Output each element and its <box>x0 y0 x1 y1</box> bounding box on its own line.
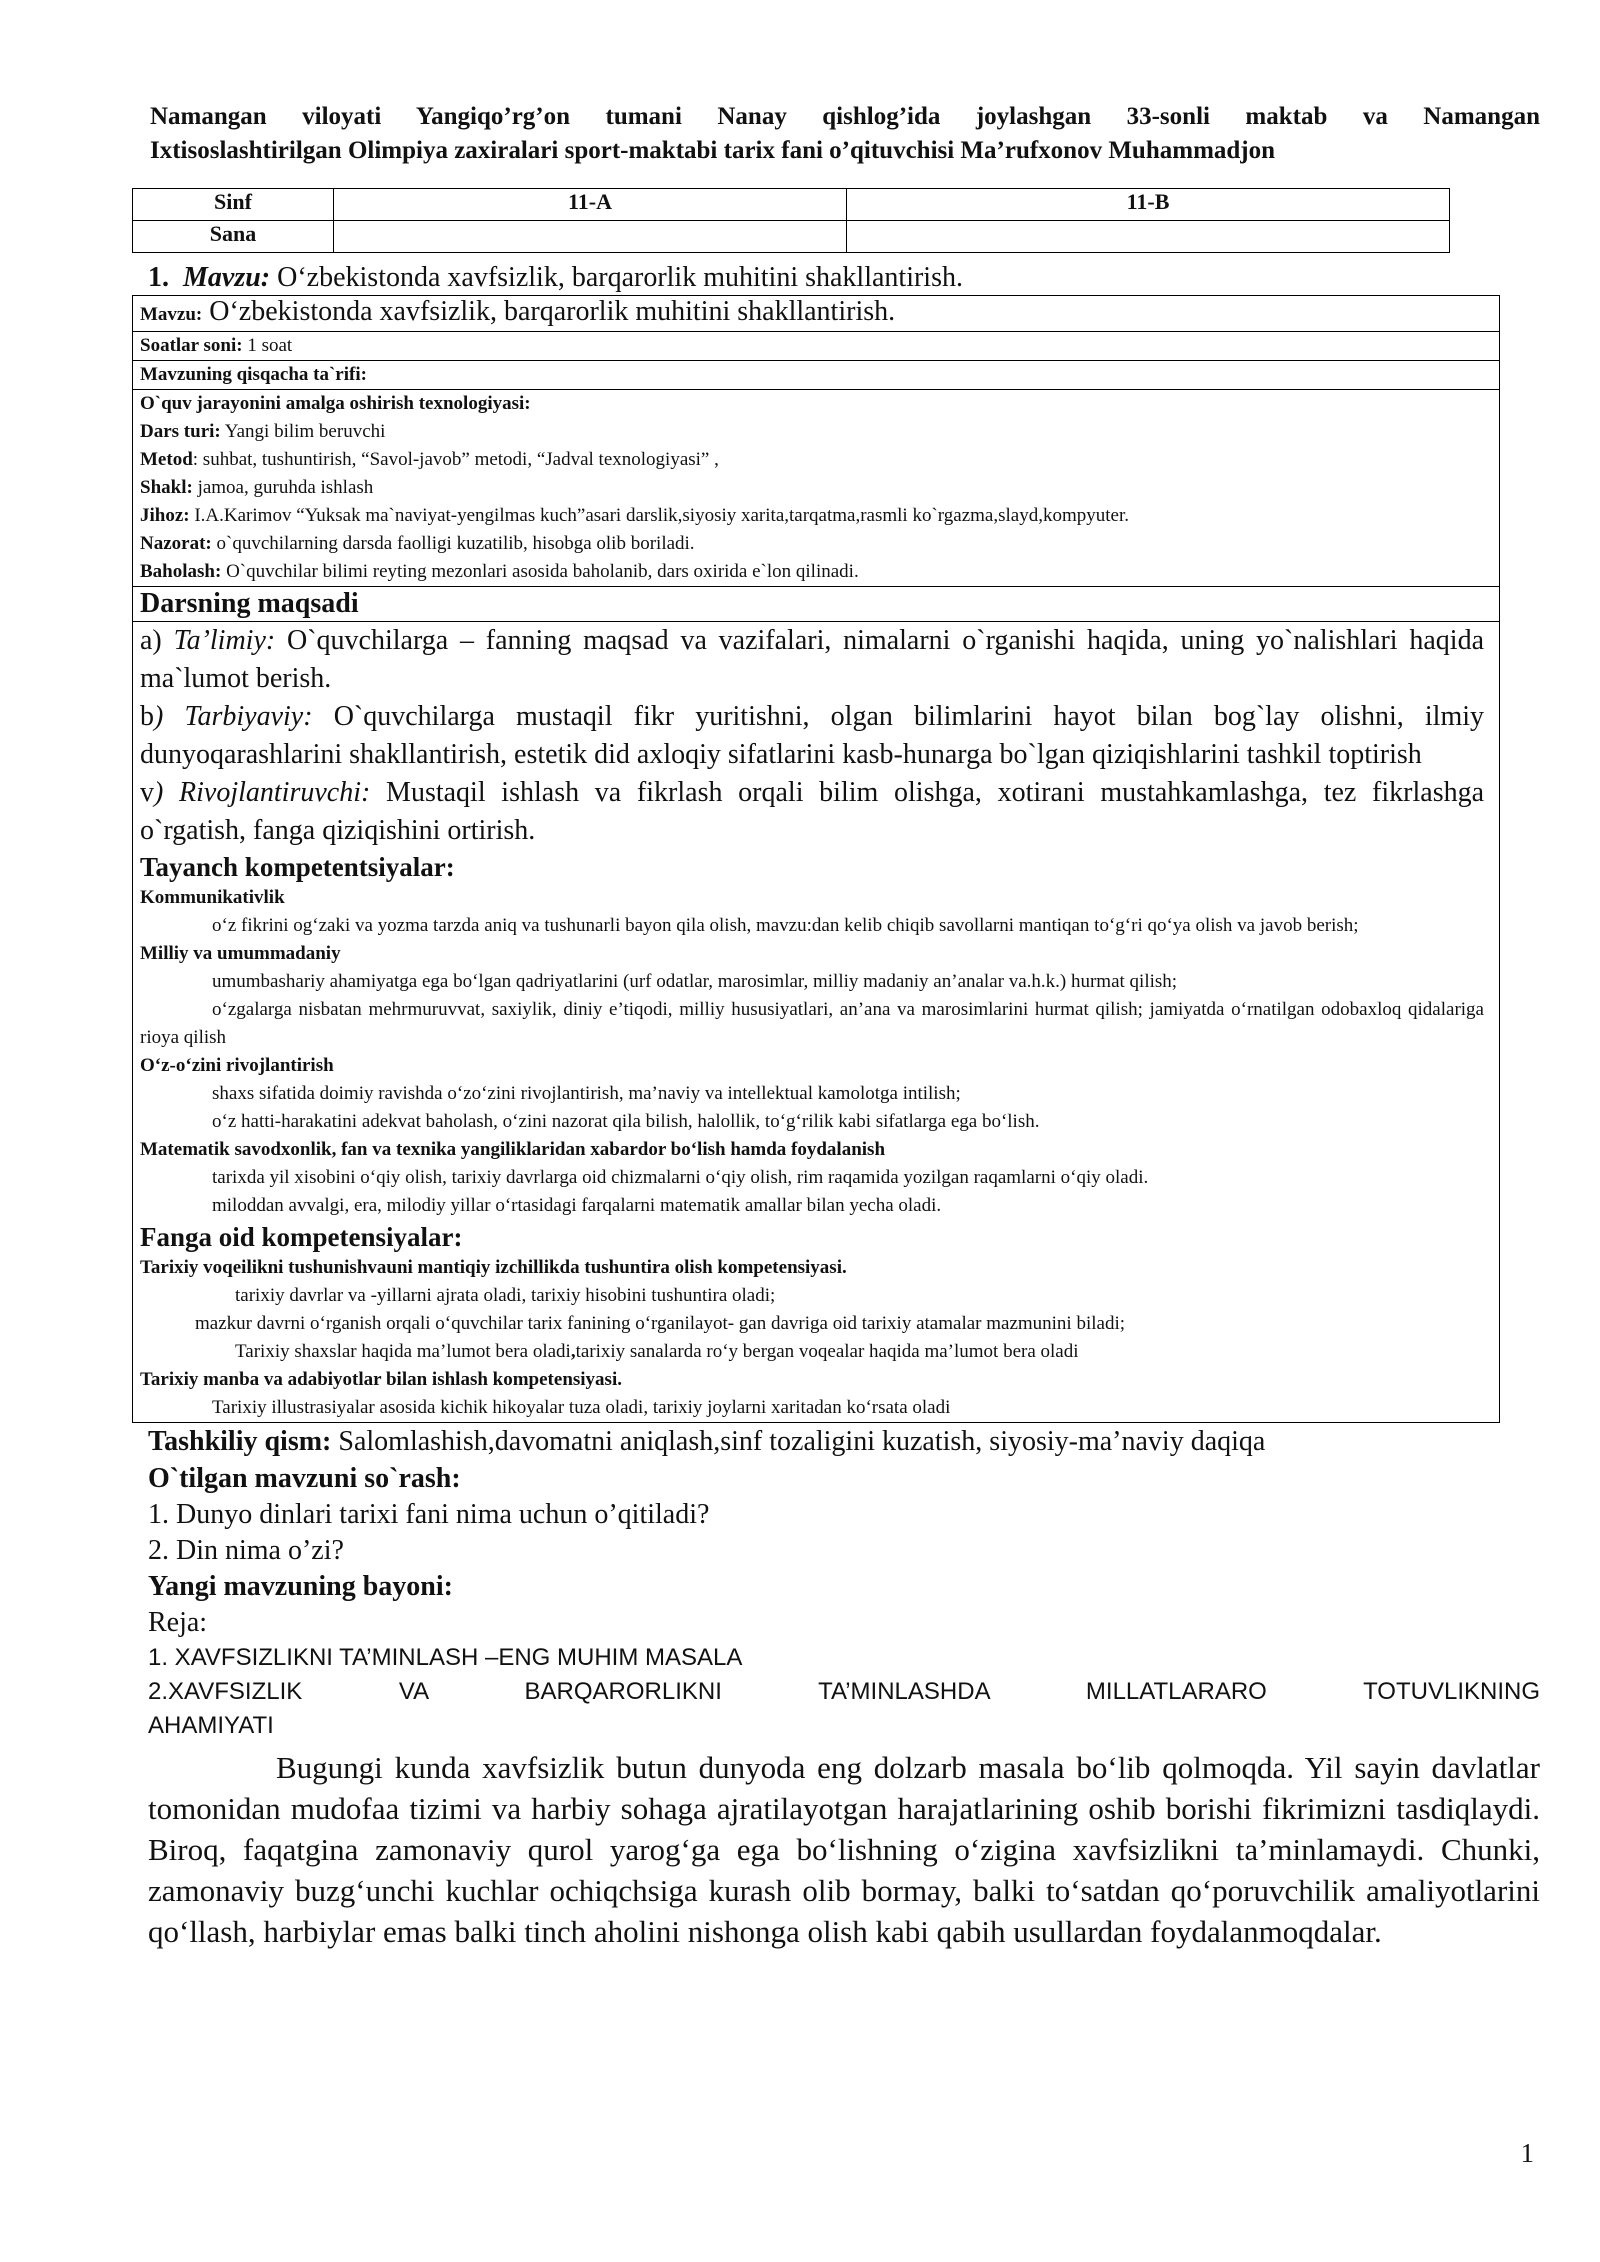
schedule-row-class <box>133 189 1450 221</box>
document-page <box>140 100 1540 1952</box>
subject-s1-text2: mazkur davrni o‘rganish orqali o‘quvchilar tarix fanining o‘rganilayot- gan davriga oid tarixiy atamalar mazmunini biladi; <box>195 1313 1126 1334</box>
info-type-label: Dars turi: <box>140 421 221 442</box>
info-hours-label: Soatlar soni: <box>140 335 243 356</box>
subject-s1-text3c: tarixiy sanalarda ro‘y bergan voqealar haqida ma’lumot bera oladi <box>575 1341 1079 1362</box>
goal-v-prefix: v <box>140 777 154 808</box>
info-summary-row <box>133 361 1499 390</box>
goals-title: Darsning maqsadi <box>140 588 359 619</box>
goal-b-text: O`quvchilarga mustaqil fikr yuritishni, olgan bilimlarini hayot bilan bog`lay olishni, ilmiy dunyoqarashlarini shakllantirish, estetik did axloqiy sifatlarini kasb-hunarga bo`lgan qiziqishlarini tashkil toptirish <box>140 701 1485 770</box>
core-k4-text1: tarixda yil xisobini o‘qiy olish, tarixiy davrlarga oid chizmalarni o‘qiy olish, rim raqamida yozilgan raqamlarni o‘qiy oladi. <box>212 1167 1149 1188</box>
subject-s1-text3b: , <box>570 1341 576 1362</box>
core-k4-title: Matematik savodxonlik, fan va texnika yangiliklaridan xabardor bo‘lish hamda foydalanish <box>140 1139 886 1160</box>
goal-b-label: ) Tarbiyaviy: <box>154 701 313 732</box>
review-q1: 1. Dunyo dinlari tarixi fani nima uchun o’qitiladi? <box>148 1499 710 1530</box>
review-q2: 2. Din nima o’zi? <box>148 1535 344 1566</box>
info-method-label: Metod <box>140 449 193 470</box>
info-eval-value: O`quvchilar bilimi reyting mezonlari asosida baholanib, dars oxirida e`lon qilinadi. <box>226 561 859 582</box>
plan-list <box>148 1641 1540 1743</box>
schedule-row-date <box>133 221 1450 253</box>
info-form-label: Shakl: <box>140 477 193 498</box>
topic-text: O‘zbekistonda xavfsizlik, barqarorlik muhitini shakllantirish. <box>277 262 963 293</box>
plan-item-2b: AHAMIYATI <box>148 1712 274 1739</box>
topic-label: Mavzu: <box>183 262 271 293</box>
document-header <box>150 100 1540 168</box>
schedule-date-a <box>334 221 847 253</box>
organization-part <box>148 1423 1540 1461</box>
core-k2-title: Milliy va umummadaniy <box>140 943 341 964</box>
goal-v-text: Mustaqil ishlash va fikrlash orqali bilim olishga, xotirani mustahkamlashga, tez fikrlashga o`rgatish, fanga qiziqishini ortirish. <box>140 777 1485 846</box>
schedule-class-a: 11-A <box>334 189 847 221</box>
info-tech-label: O`quv jarayonini amalga oshirish texnologiyasi: <box>140 393 531 414</box>
schedule-class-b: 11-B <box>847 189 1450 221</box>
page-number: 1 <box>1520 2138 1534 2168</box>
info-mavzu-label: Mavzu: <box>140 304 203 325</box>
core-k1-title: Kommunikativlik <box>140 887 285 908</box>
schedule-table <box>132 188 1450 253</box>
schedule-col-label: Sinf <box>133 189 334 221</box>
info-summary-label: Mavzuning qisqacha ta`rifi: <box>140 364 367 385</box>
review-section <box>148 1461 1540 1641</box>
lesson-info-box <box>132 295 1500 1423</box>
plan-item-2a: 2.XAVFSIZLIK VA BARQARORLIKNI TA’MINLASHDA MILLATLARARO TOTUVLIKNING <box>148 1678 1540 1705</box>
core-k3-text2: o‘z hatti-harakatini adekvat baholash, o‘zini nazorat qila bilish, halollik, to‘g‘rilik kabi sifatlarga ega bo‘lish. <box>212 1111 1040 1132</box>
info-hours-row <box>133 332 1499 361</box>
goal-v <box>140 774 1484 850</box>
info-mavzu-row <box>133 296 1499 332</box>
info-hours-value: 1 soat <box>247 335 293 356</box>
info-control-value: o`quvchilarning darsda faolligi kuzatilib, hisobga olib boriladi. <box>216 533 695 554</box>
subject-s2-title: Tarixiy manba va adabiyotlar bilan ishlash kompetensiyasi. <box>140 1369 622 1390</box>
plan-item-1: 1. XAVFSIZLIKNI TA’MINLASH –ENG MUHIM MASALA <box>148 1644 743 1671</box>
plan-label: Reja: <box>148 1607 208 1638</box>
info-equip-value: I.A.Karimov “Yuksak ma`naviyat-yengilmas kuch”asari darslik,siyosiy xarita,tarqatma,rasmli ko`rgazma,slayd,kompyuter. <box>194 505 1129 526</box>
body-paragraph: Bugungi kunda xavfsizlik butun dunyoda eng dolzarb masala bo‘lib qolmoqda. Yil sayin davlatlar tomonidan mudofaa tizimi va harbiy sohaga ajratilayotgan harajatlarining oshib borishi fikrimizni tasdiqlaydi. Biroq, faqatgina zamonaviy qurol yarog‘ga ega bo‘lishning o‘zigina xavfsizlikni ta’minlamaydi. Chunki, zamonaviy buzg‘unchi kuchlar ochiqchsiga kurash olib bormay, balki to‘satdan qo‘poruvchilik amaliyotlarini qo‘llash, harbiylar emas balki tinch aholini nishonga olish kabi qabih usullardan foydalanmoqdalar. <box>148 1750 1540 1949</box>
topic-number: 1. <box>148 262 169 293</box>
subject-s1-title: Tarixiy voqeilikni tushunishvauni mantiqiy izchillikda tushuntira olish kompetensiyasi. <box>140 1257 847 1278</box>
goal-a <box>140 622 1484 698</box>
schedule-row-label: Sana <box>133 221 334 253</box>
org-text: Salomlashish,davomatni aniqlash,sinf tozaligini kuzatish, siyosiy-ma’naviy daqiqa <box>338 1426 1266 1457</box>
schedule-date-b <box>847 221 1450 253</box>
info-method-value: : suhbat, tushuntirish, “Savol-javob” metodi, “Jadval texnologiyasi” , <box>192 449 719 470</box>
core-k2-text1: umumbashariy ahamiyatga ega bo‘lgan qadriyatlarini (urf odatlar, marosimlar, milliy madaniy an’analar va.h.k.) hurmat qilish; <box>212 971 1178 992</box>
org-label: Tashkiliy qism: <box>148 1426 332 1457</box>
core-k4-text2: miloddan avvalgi, era, milodiy yillar o‘rtasidagi farqalarni matematik amallar bilan yecha oladi. <box>212 1195 942 1216</box>
core-k3-title: O‘z-o‘zini rivojlantirish <box>140 1055 334 1076</box>
core-k1-text: o‘z fikrini og‘zaki va yozma tarzda aniq va tushunarli bayon qila olish, mavzu:dan kelib chiqib savollarni mantiqan to‘g‘ri qo‘ya olish va javob berish; <box>212 915 1359 936</box>
header-line-1: Namangan viloyati Yangiqo’rg’on tumani Nanay qishlog’ida joylashgan 33-sonli maktab va Namangan <box>150 103 1540 130</box>
subject-s1-text1: tarixiy davrlar va -yillarni ajrata oladi, tarixiy hisobini tushuntira oladi; <box>235 1285 776 1306</box>
goals-section <box>133 587 1499 622</box>
goal-a-label: Ta’limiy: <box>173 625 276 656</box>
goal-a-prefix: a) <box>140 625 162 656</box>
info-control-label: Nazorat: <box>140 533 212 554</box>
core-k3-text1: shaxs sifatida doimiy ravishda o‘zo‘zini rivojlantirish, ma’naviy va intellektual kamolotga intilish; <box>212 1083 961 1104</box>
info-eval-label: Baholash: <box>140 561 222 582</box>
competencies-section <box>133 622 1499 1422</box>
goal-a-text: O`quvchilarga – fanning maqsad va vazifalari, nimalarni o`rganishi haqida, uning yo`nalishlari haqida ma`lumot berish. <box>140 625 1485 694</box>
review-title: O`tilgan mavzuni so`rash: <box>148 1463 461 1494</box>
goal-v-label: ) Rivojlantiruvchi: <box>154 777 371 808</box>
subject-s1-text3 <box>140 1338 1484 1366</box>
header-line-2: Ixtisoslashtirilgan Olimpiya zaxiralari sport-maktabi tarix fani o’qituvchisi Ma’rufxonov Muhammadjon <box>150 137 1276 164</box>
new-topic-title: Yangi mavzuning bayoni: <box>148 1571 453 1602</box>
subject-s1-text3a: Tarixiy shaxslar haqida ma’lumot bera oladi <box>235 1341 571 1362</box>
info-equip-label: Jihoz: <box>140 505 190 526</box>
info-mavzu-text: O‘zbekistonda xavfsizlik, barqarorlik muhitini shakllantirish. <box>209 296 896 327</box>
subject-s2-text: Tarixiy illustrasiyalar asosida kichik hikoyalar tuza oladi, tarixiy joylarni xaritadan ko‘rsata oladi <box>212 1397 951 1418</box>
goal-b <box>140 698 1484 774</box>
goal-b-prefix: b <box>140 701 154 732</box>
info-type-value: Yangi bilim beruvchi <box>224 421 386 442</box>
info-tech-row <box>133 390 1499 587</box>
topic-heading <box>148 261 1540 295</box>
subject-competencies-title: Fanga oid kompetensiyalar: <box>140 1222 463 1252</box>
info-form-value: jamoa, guruhda ishlash <box>197 477 374 498</box>
core-k2-text2: o‘zgalarga nisbatan mehrmuruvvat, saxiylik, diniy e’tiqodi, milliy hususiyatlari, an’ana va marosimlarini hurmat qilish; jamiyatda o‘rnatilgan odobaxloq qidalariga rioya qilish <box>140 999 1484 1048</box>
core-competencies-title: Tayanch kompetentsiyalar: <box>140 852 455 882</box>
